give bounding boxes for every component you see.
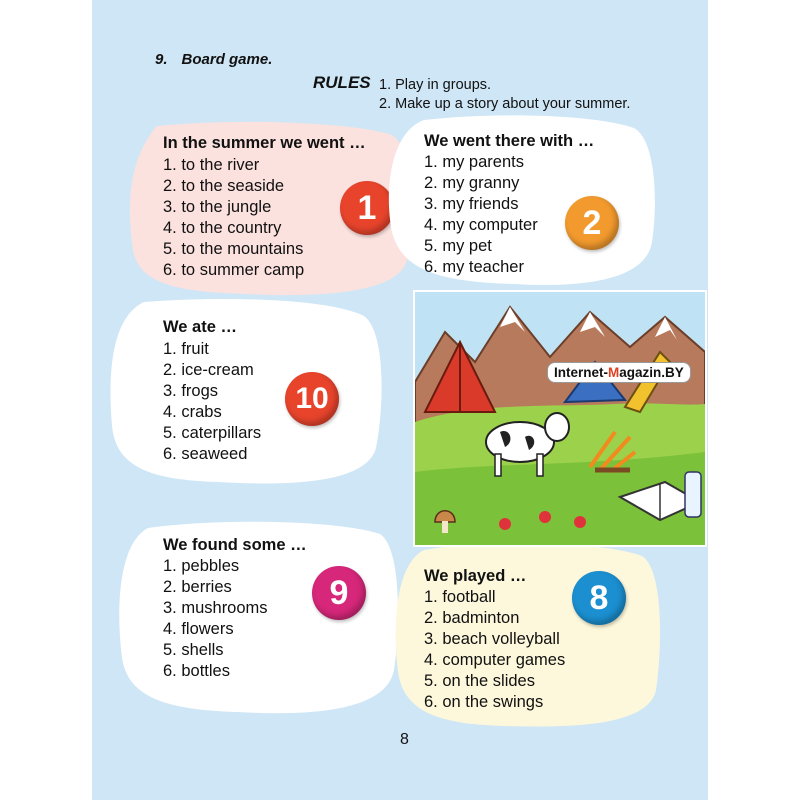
list-item: 5. on the slides bbox=[424, 672, 535, 690]
square-title: We found some … bbox=[163, 536, 307, 554]
board-square-2[interactable] bbox=[384, 112, 658, 288]
square-title: We ate … bbox=[163, 318, 237, 336]
list-item: 5. to the mountains bbox=[163, 240, 304, 258]
camping-scene bbox=[415, 292, 705, 545]
list-item: 4. crabs bbox=[163, 403, 222, 421]
number-badge: 8 bbox=[572, 571, 626, 625]
square-title: We went there with … bbox=[424, 132, 595, 150]
list-item: 4. flowers bbox=[163, 620, 234, 638]
watermark-text: M bbox=[608, 365, 620, 380]
square-title: We played … bbox=[424, 567, 527, 585]
list-item: 5. my pet bbox=[424, 237, 492, 255]
number-badge: 1 bbox=[340, 181, 394, 235]
list-item: 6. my teacher bbox=[424, 258, 524, 276]
exercise-title: Board game. bbox=[181, 51, 273, 68]
list-item: 3. frogs bbox=[163, 382, 219, 400]
rule-item: 2. Make up a story about your summer. bbox=[379, 96, 631, 112]
board-square-10[interactable] bbox=[108, 298, 384, 486]
list-item: 3. beach volleyball bbox=[424, 630, 560, 648]
rules-label: RULES bbox=[313, 73, 371, 92]
list-item: 4. computer games bbox=[424, 651, 566, 669]
number-badge: 2 bbox=[565, 196, 619, 250]
list-item: 4. my computer bbox=[424, 216, 538, 234]
list-item: 2. my granny bbox=[424, 174, 520, 192]
list-item: 1. pebbles bbox=[163, 557, 240, 575]
list-item: 1. to the river bbox=[163, 156, 260, 174]
number-badge: 10 bbox=[285, 372, 339, 426]
list-item: 4. to the country bbox=[163, 219, 282, 237]
list-item: 2. badminton bbox=[424, 609, 520, 627]
list-item: 6. seaweed bbox=[163, 445, 248, 463]
list-item: 6. to summer camp bbox=[163, 261, 305, 279]
list-item: 2. berries bbox=[163, 578, 232, 596]
exercise-number: 9. bbox=[155, 51, 168, 68]
list-item: 3. mushrooms bbox=[163, 599, 268, 617]
list-item: 1. football bbox=[424, 588, 496, 606]
camping-illustration bbox=[413, 290, 707, 547]
list-item: 2. ice-cream bbox=[163, 361, 254, 379]
board-square-1[interactable] bbox=[127, 120, 413, 297]
list-item: 3. my friends bbox=[424, 195, 519, 213]
rule-item: 1. Play in groups. bbox=[379, 77, 492, 93]
watermark-text: Internet- bbox=[554, 365, 608, 380]
exercise-heading bbox=[155, 51, 272, 68]
watermark-label bbox=[547, 362, 691, 383]
number-badge: 9 bbox=[312, 566, 366, 620]
list-item: 6. bottles bbox=[163, 662, 230, 680]
square-title: In the summer we went … bbox=[163, 134, 366, 152]
list-item: 5. caterpillars bbox=[163, 424, 262, 442]
list-item: 1. fruit bbox=[163, 340, 209, 358]
watermark-text: agazin.BY bbox=[619, 365, 684, 380]
page-number: 8 bbox=[400, 731, 409, 748]
board-square-9[interactable] bbox=[118, 520, 400, 716]
board-square-8[interactable] bbox=[394, 540, 662, 728]
list-item: 6. on the swings bbox=[424, 693, 544, 711]
list-item: 1. my parents bbox=[424, 153, 524, 171]
list-item: 3. to the jungle bbox=[163, 198, 272, 216]
list-item: 2. to the seaside bbox=[163, 177, 285, 195]
list-item: 5. shells bbox=[163, 641, 224, 659]
